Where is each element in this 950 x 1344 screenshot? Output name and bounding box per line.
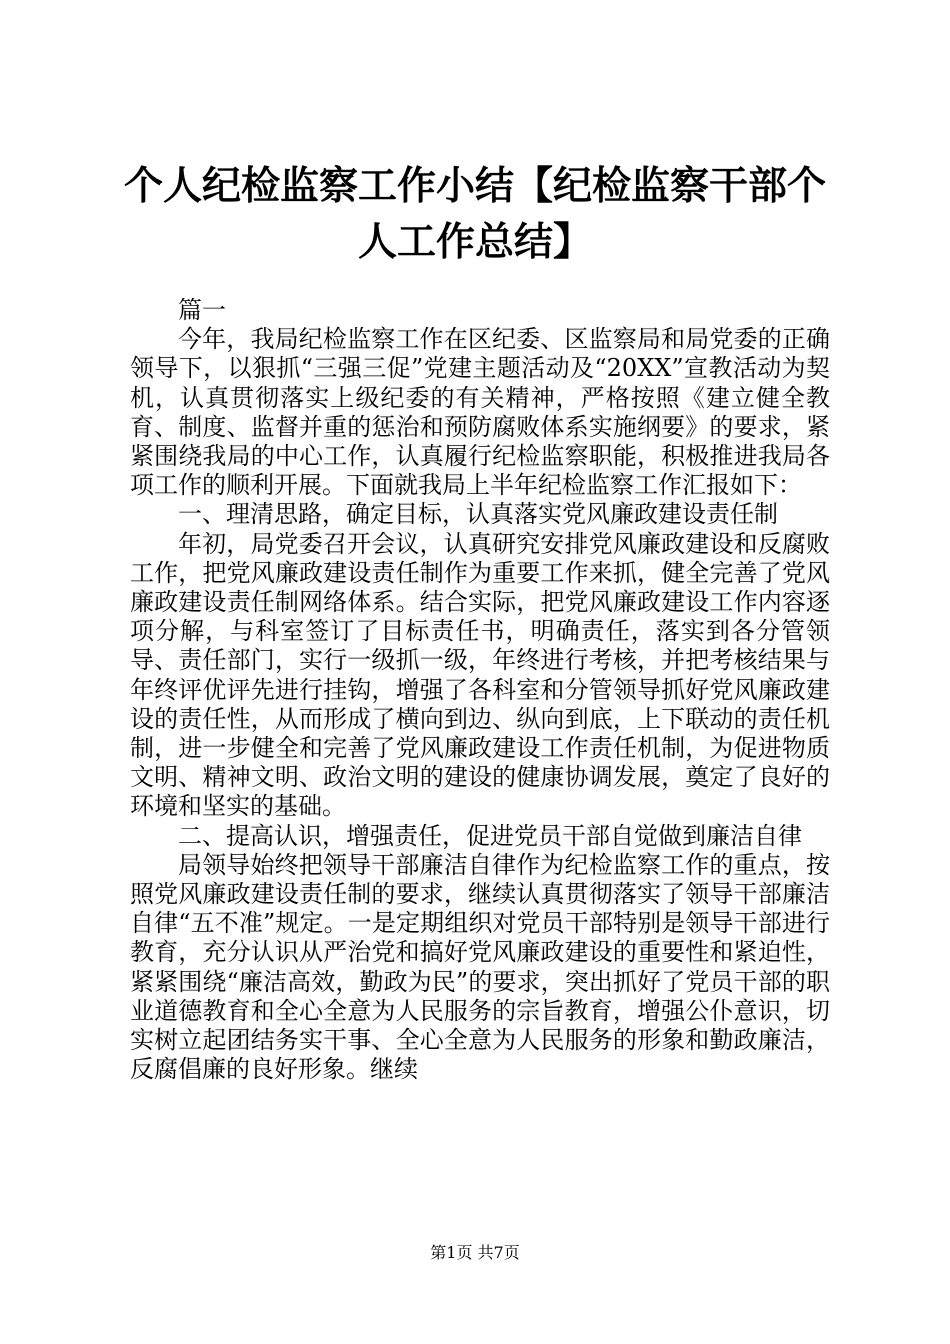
section-heading: 一、理清思路，确定目标，认真落实党风廉政建设责任制: [178, 500, 778, 529]
section-heading: 二、提高认识，增强责任，促进党员干部自觉做到廉洁自律: [178, 821, 802, 850]
body-paragraph: 今年，我局纪检监察工作在区纪委、区监察局和局党委的正确领导下，以狠抓“三强三促”党建主题活动及“20XX”宣教活动为契机，认真贯彻落实上级纪委的有关精神，严格按照《建立健全教育、制度、监督并重的惩治和预防腐败体系实施纲要》的要求，紧紧围绕我局的中心工作，认真履行纪检监察职能，积极推进我局各项工作的顺利开展。下面就我局上半年纪检监察工作汇报如下：: [130, 325, 830, 500]
section-label: 篇一: [178, 296, 226, 324]
body-paragraph: 局领导始终把领导干部廉洁自律作为纪检监察工作的重点，按照党风廉政建设责任制的要求，继续认真贯彻落实了领导干部廉洁自律“五不准”规定。一是定期组织对党员干部特别是领导干部进行教育，充分认识从严治党和搞好党风廉政建设的重要性和紧迫性，紧紧围绕“廉洁高效，勤政为民”的要求，突出抓好了党员干部的职业道德教育和全心全意为人民服务的宗旨教育，增强公仆意识，切实树立起团结务实干事、全心全意为人民服务的形象和勤政廉洁，反腐倡廉的良好形象。继续: [130, 850, 830, 1084]
document-title: 个人纪检监察工作小结【纪检监察干部个人工作总结】: [123, 163, 826, 265]
page-number-footer: 第1页 共7页: [430, 1243, 520, 1262]
document-body: [130, 296, 830, 1084]
body-paragraph: 年初，局党委召开会议，认真研究安排党风廉政建设和反腐败工作，把党风廉政建设责任制作为重要工作来抓，健全完善了党风廉政建设责任制网络体系。结合实际，把党风廉政建设工作内容逐项分解，与科室签订了目标责任书，明确责任，落实到各分管领导、责任部门，实行一级抓一级，年终进行考核，并把考核结果与年终评优评先进行挂钩，增强了各科室和分管领导抓好党风廉政建设的责任性，从而形成了横向到边、纵向到底，上下联动的责任机制，进一步健全和完善了党风廉政建设工作责任机制，为促进物质文明、精神文明、政治文明的建设的健康协调发展，奠定了良好的环境和坚实的基础。: [130, 529, 830, 821]
